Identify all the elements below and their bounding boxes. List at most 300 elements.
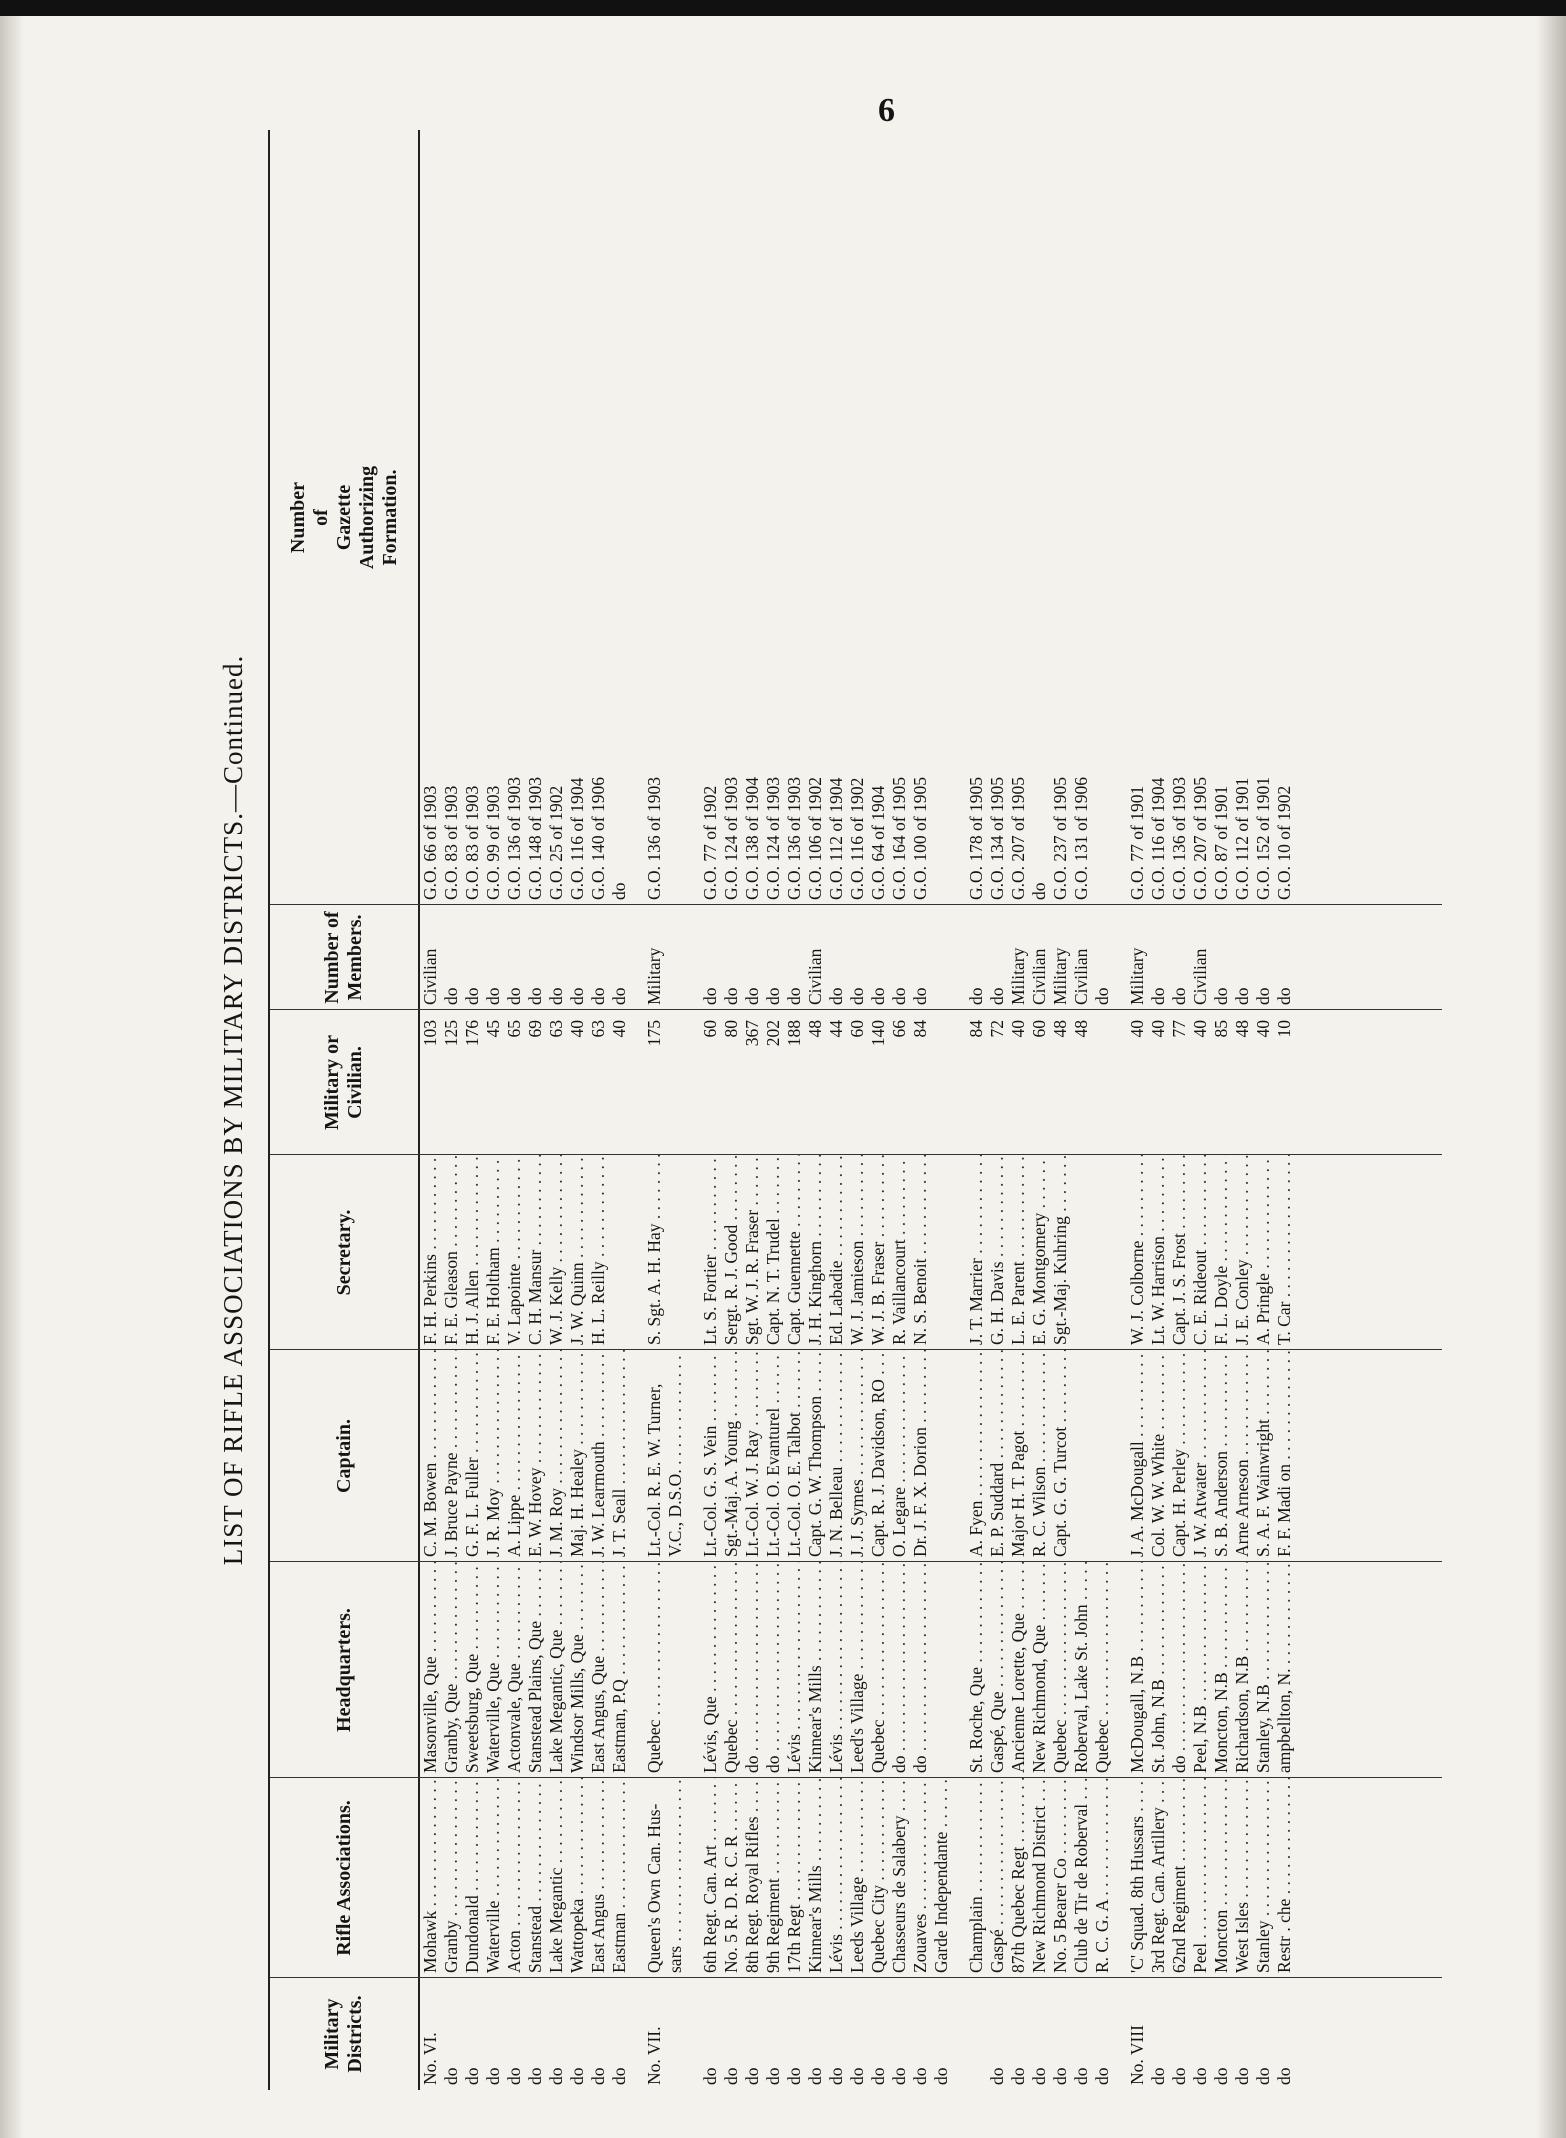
cell-district: do [483, 2067, 503, 2085]
cell-headquarters: Ancienne Lorette, Que . . . [1008, 1562, 1029, 1778]
page-edge-shadow [1536, 0, 1566, 2138]
cell-members: do [763, 987, 783, 1005]
cell-members: Military [1127, 947, 1147, 1005]
cell-gazette: G.O. 116 of 1904 [567, 777, 587, 900]
cell-association: Dundonald . . . [462, 1778, 483, 1978]
cell-military-civilian: 85 [1211, 1020, 1231, 1038]
cell-captain: J. T. Seall . . . [609, 1350, 630, 1562]
row-spacer [1113, 130, 1127, 2090]
cell-district: do [1050, 2067, 1070, 2085]
cell-members: do [966, 987, 986, 1005]
table-row [1050, 130, 1071, 2090]
cell-captain: Capt. G. G. Turcot . . . [1050, 1350, 1071, 1562]
cell-gazette: G.O. 207 of 1905 [1190, 777, 1210, 900]
column-divider [270, 1009, 1442, 1010]
cell-association: Club de Tir de Roberval . . . [1071, 1778, 1092, 1978]
cell-secretary: A. Pringle . . . [1253, 1155, 1274, 1350]
cell-military-civilian: 60 [1029, 1020, 1049, 1038]
cell-military-civilian: 367 [742, 1020, 762, 1047]
cell-secretary: W. J. B. Fraser . . . [868, 1155, 889, 1350]
cell-district [966, 1978, 987, 2090]
cell-district: do [700, 2067, 720, 2085]
cell-captain: Capt. R. J. Davidson, RO . . . [868, 1350, 889, 1562]
header-military-or-civilian: Military or Civilian. [321, 1035, 366, 1130]
cell-military-civilian: 140 [868, 1020, 888, 1047]
cell-gazette: G.O. 131 of 1906 [1071, 777, 1091, 900]
cell-military-civilian: 77 [1169, 1020, 1189, 1038]
cell-secretary [931, 1155, 952, 1350]
cell-headquarters: Masonville, Que . . . [420, 1562, 441, 1778]
cell-headquarters: Eastman, P.Q . . . [609, 1562, 630, 1778]
cell-association: Quebec City . . . [868, 1778, 889, 1978]
cell-association: 17th Regt . . . [784, 1778, 805, 1978]
cell-district: do [931, 2067, 951, 2085]
cell-headquarters: Granby, Que . . . [441, 1562, 462, 1778]
cell-military-civilian: 48 [1071, 1020, 1091, 1038]
cell-captain: G. F. L. Fuller . . . [462, 1350, 483, 1562]
table-row [504, 130, 525, 2090]
cell-secretary: Sergt. R. J. Good . . . [721, 1155, 742, 1350]
cell-district: do [1274, 2067, 1294, 2085]
cell-gazette: G.O. 124 of 1903 [763, 777, 783, 900]
cell-headquarters: Lévis . . . [826, 1562, 847, 1778]
cell-military-civilian: 80 [721, 1020, 741, 1038]
header-captain: Captain. [332, 1419, 355, 1493]
cell-captain: E. P. Suddard . . . [987, 1350, 1008, 1562]
cell-district: No. VII. [644, 2026, 664, 2085]
cell-members: do [483, 987, 503, 1005]
cell-association: Eastman . . . [609, 1778, 630, 1978]
cell-association: Lévis . . . [826, 1778, 847, 1978]
cell-captain: V.C., D.S.O. . . . [665, 1350, 686, 1562]
cell-captain: Lt.-Col. G. S. Vein . . . [700, 1350, 721, 1562]
cell-secretary: Ed. Labadie . . . [826, 1155, 847, 1350]
cell-association: 87th Quebec Regt . . . [1008, 1778, 1029, 1978]
cell-headquarters: do . . . [763, 1562, 784, 1778]
cell-members: do [1274, 987, 1294, 1005]
cell-district: do [1253, 2067, 1273, 2085]
cell-association: 8th Regt. Royal Rifles . . . [742, 1778, 763, 1978]
cell-headquarters: Sweetsburg, Que . . . [462, 1562, 483, 1778]
cell-gazette: G.O. 83 of 1903 [441, 785, 461, 900]
cell-association: No. 5 R. D. R. C. R . . . [721, 1778, 742, 1978]
cell-captain: Maj. H. Healey . . . [567, 1350, 588, 1562]
cell-military-civilian: 72 [987, 1020, 1007, 1038]
cell-secretary: Sgt. W. J. R. Fraser . . . [742, 1155, 763, 1350]
cell-members: Military [1050, 947, 1070, 1005]
table-row [567, 130, 588, 2090]
cell-district: do [721, 2067, 741, 2085]
column-divider [270, 1349, 1442, 1350]
cell-headquarters: Richardson, N.B . . . [1232, 1562, 1253, 1778]
cell-district: do [567, 2067, 587, 2085]
cell-secretary: C. H. Mansur . . . [525, 1155, 546, 1350]
cell-secretary: F. E. Holtham . . . [483, 1155, 504, 1350]
cell-members: do [742, 987, 762, 1005]
table-row [1029, 130, 1050, 2090]
cell-gazette: G.O. 106 of 1902 [805, 777, 825, 900]
table-row [966, 130, 987, 2090]
scan-top-border [0, 0, 1566, 16]
cell-military-civilian: 84 [966, 1020, 986, 1038]
cell-military-civilian: 69 [525, 1020, 545, 1038]
cell-secretary: Lt. W. Harrison . . . [1148, 1155, 1169, 1350]
cell-headquarters: Kinnear's Mills . . . [805, 1562, 826, 1778]
cell-district: do [441, 2067, 461, 2085]
cell-headquarters: Lévis . . . [784, 1562, 805, 1778]
table-row [847, 130, 868, 2090]
cell-members: Civilian [1190, 948, 1210, 1005]
cell-secretary: Capt. J. S. Frost . . . [1169, 1155, 1190, 1350]
cell-headquarters: Quebec . . . [1050, 1562, 1071, 1778]
cell-gazette: G.O. 237 of 1905 [1050, 777, 1070, 900]
cell-secretary: J. T. Marrier . . . [966, 1155, 987, 1350]
cell-military-civilian: 60 [847, 1020, 867, 1038]
cell-district: do [805, 2067, 825, 2085]
cell-members: do [700, 987, 720, 1005]
cell-district: do [1092, 2067, 1112, 2085]
cell-captain: E. W. Hovey . . . [525, 1350, 546, 1562]
cell-military-civilian: 84 [910, 1020, 930, 1038]
cell-secretary: T. Car . . . [1274, 1155, 1295, 1350]
cell-secretary: V. Lapointe . . . [504, 1155, 525, 1350]
cell-association: R. C. G. A . . . [1092, 1778, 1113, 1978]
rifle-associations-table [268, 130, 1442, 2090]
cell-members: do [525, 987, 545, 1005]
cell-association: Lake Megantic . . . [546, 1778, 567, 1978]
cell-secretary [665, 1155, 686, 1350]
cell-headquarters: do . . . [889, 1562, 910, 1778]
cell-military-civilian: 65 [504, 1020, 524, 1038]
cell-captain: C. M. Bowen . . . [420, 1350, 441, 1562]
cell-gazette: G.O. 152 of 1901 [1253, 777, 1273, 900]
cell-gazette: G.O. 116 of 1902 [847, 777, 867, 900]
cell-secretary: Capt. Guennette . . . [784, 1155, 805, 1350]
column-divider [270, 1154, 1442, 1155]
cell-captain: J. A. McDougall . . . [1127, 1350, 1148, 1562]
cell-headquarters: Lake Megantic, Que . . . [546, 1562, 567, 1778]
cell-association: Garde Independante . . . [931, 1778, 952, 1978]
cell-district: do [1029, 2067, 1049, 2085]
cell-secretary: F. L. Doyle . . . [1211, 1155, 1232, 1350]
cell-members [931, 905, 952, 1010]
cell-captain: Lt.-Col. O. E. Talbot . . . [784, 1350, 805, 1562]
column-divider [270, 1977, 1442, 1978]
cell-gazette: G.O. 77 of 1902 [700, 785, 720, 900]
cell-secretary: Capt. N. T. Trudel . . . [763, 1155, 784, 1350]
cell-members: do [868, 987, 888, 1005]
cell-headquarters: Stanley, N.B . . . [1253, 1562, 1274, 1778]
cell-association: 3rd Regt. Can. Artillery . . . [1148, 1778, 1169, 1978]
cell-secretary: F. E. Gleason . . . [441, 1155, 462, 1350]
cell-headquarters: St. John, N.B . . . [1148, 1562, 1169, 1778]
cell-secretary: C. E. Rideout . . . [1190, 1155, 1211, 1350]
table-row [1071, 130, 1092, 2090]
column-divider [270, 904, 1442, 905]
cell-association: Restr . che . . . [1274, 1778, 1295, 1978]
cell-captain: J. W. Learmouth . . . [588, 1350, 609, 1562]
cell-military-civilian: 44 [826, 1020, 846, 1038]
cell-captain: Col. W. W. White . . . [1148, 1350, 1169, 1562]
row-spacer [952, 130, 966, 2090]
cell-headquarters: McDougall, N.B . . . [1127, 1562, 1148, 1778]
cell-military-civilian: 60 [700, 1020, 720, 1038]
cell-captain: S. A. F. Wainwright . . . [1253, 1350, 1274, 1562]
cell-captain: Major H. T. Pagot . . . [1008, 1350, 1029, 1562]
cell-gazette [931, 130, 952, 905]
cell-military-civilian: 40 [1148, 1020, 1168, 1038]
cell-headquarters: do . . . [910, 1562, 931, 1778]
cell-members: do [721, 987, 741, 1005]
cell-headquarters: Actonvale, Que . . . [504, 1562, 525, 1778]
cell-members: Civilian [1071, 948, 1091, 1005]
cell-association: 62nd Regiment . . . [1169, 1778, 1190, 1978]
cell-gazette: do [1029, 882, 1049, 900]
cell-captain: Dr. J. F. X. Dorion . . . [910, 1350, 931, 1562]
table-row [868, 130, 889, 2090]
cell-district [665, 1978, 686, 2090]
cell-secretary [1071, 1155, 1092, 1350]
cell-captain: Capt. H. Perley . . . [1169, 1350, 1190, 1562]
cell-district: do [826, 2067, 846, 2085]
cell-gazette: G.O. 25 of 1902 [546, 785, 566, 900]
cell-district: do [784, 2067, 804, 2085]
cell-captain: Lt.-Col. O. Evanturel . . . [763, 1350, 784, 1562]
cell-secretary: H. J. Allen . . . [462, 1155, 483, 1350]
cell-district: do [847, 2067, 867, 2085]
cell-military-civilian: 175 [644, 1020, 664, 1047]
cell-headquarters: Quebec . . . [644, 1562, 665, 1778]
cell-association: West Isles . . . [1232, 1778, 1253, 1978]
cell-district: do [910, 2067, 930, 2085]
cell-members: do [462, 987, 482, 1005]
cell-headquarters: do . . . [1169, 1562, 1190, 1778]
table-row [1211, 130, 1232, 2090]
cell-association: Queen's Own Can. Hus- [644, 1803, 664, 1973]
cell-members: Civilian [805, 948, 825, 1005]
table-row [1148, 130, 1169, 2090]
cell-association: New Richmond District . . . [1029, 1778, 1050, 1978]
row-spacer [630, 130, 644, 2090]
cell-secretary: G. H. Davis . . . [987, 1155, 1008, 1350]
cell-headquarters: Lévis, Que . . . [700, 1562, 721, 1778]
cell-district: do [868, 2067, 888, 2085]
header-rifle-associations: Rifle Associations. [332, 1800, 355, 1956]
cell-secretary: R. Vaillancourt . . . [889, 1155, 910, 1350]
cell-members: do [1169, 987, 1189, 1005]
cell-district: do [609, 2067, 629, 2085]
cell-gazette: G.O. 66 of 1903 [420, 785, 440, 900]
table-row [1253, 130, 1274, 2090]
cell-district: No. VI. [420, 2032, 440, 2085]
cell-association: No. 5 Bearer Co . . . [1050, 1778, 1071, 1978]
cell-captain: J. R. Moy . . . [483, 1350, 504, 1562]
cell-secretary [609, 1155, 630, 1350]
rotated-table-region [210, 130, 1440, 2090]
cell-association: Granby . . . [441, 1778, 462, 1978]
cell-members: do [987, 987, 1007, 1005]
cell-members: do [1253, 987, 1273, 1005]
cell-gazette: G.O. 100 of 1905 [910, 777, 930, 900]
cell-captain: J. M. Roy . . . [546, 1350, 567, 1562]
cell-headquarters: St. Roche, Que . . . [966, 1562, 987, 1778]
cell-district: do [588, 2067, 608, 2085]
cell-gazette: G.O. 136 of 1903 [504, 777, 524, 900]
cell-gazette: G.O. 124 of 1903 [721, 777, 741, 900]
cell-gazette: G.O. 112 of 1901 [1232, 777, 1252, 900]
table-row [483, 130, 504, 2090]
cell-district: do [1211, 2067, 1231, 2085]
cell-military-civilian [931, 1010, 952, 1155]
cell-headquarters [931, 1562, 952, 1778]
cell-captain: Lt.-Col. W. J. Ray . . . [742, 1350, 763, 1562]
cell-military-civilian: 188 [784, 1020, 804, 1047]
page-edge-shadow [0, 0, 24, 2138]
cell-headquarters: Windsor Mills, Que . . . [567, 1562, 588, 1778]
cell-association: Kinnear's Mills . . . [805, 1778, 826, 1978]
cell-members: Civilian [1029, 948, 1049, 1005]
cell-members: do [1092, 987, 1112, 1005]
cell-members: do [609, 987, 629, 1005]
header-military-districts: Military Districts. [321, 1995, 366, 2073]
table-row [889, 130, 910, 2090]
cell-district: do [462, 2067, 482, 2085]
cell-members: do [1148, 987, 1168, 1005]
cell-headquarters: Gaspé, Que . . . [987, 1562, 1008, 1778]
cell-district: do [525, 2067, 545, 2085]
table-row [1274, 130, 1295, 2090]
cell-gazette: G.O. 116 of 1904 [1148, 777, 1168, 900]
cell-gazette: G.O. 136 of 1903 [1169, 777, 1189, 900]
cell-military-civilian: 48 [1232, 1020, 1252, 1038]
cell-members: do [910, 987, 930, 1005]
cell-association: Stanstead . . . [525, 1778, 546, 1978]
cell-association: Chasseurs de Salabery . . . [889, 1778, 910, 1978]
cell-association: Leeds Village . . . [847, 1778, 868, 1978]
cell-association: Waterville . . . [483, 1778, 504, 1978]
table-row [1008, 130, 1029, 2090]
table-row [721, 130, 742, 2090]
cell-captain: R. C. Wilson . . . [1029, 1350, 1050, 1562]
cell-headquarters: do . . . [742, 1562, 763, 1778]
cell-association: Peel . . . [1190, 1778, 1211, 1978]
cell-members: do [504, 987, 524, 1005]
cell-captain [931, 1350, 952, 1562]
cell-association: Zouaves . . . [910, 1778, 931, 1978]
cell-gazette: G.O. 164 of 1905 [889, 777, 909, 900]
table-row [462, 130, 483, 2090]
table-row [665, 130, 686, 2090]
cell-headquarters: ampbellton, N. . . . [1274, 1562, 1295, 1778]
cell-headquarters: Peel, N.B . . . [1190, 1562, 1211, 1778]
cell-members: do [826, 987, 846, 1005]
table-row [525, 130, 546, 2090]
cell-military-civilian: 66 [889, 1020, 909, 1038]
cell-captain: J. N. Belleau . . . [826, 1350, 847, 1562]
cell-captain: Lt.-Col. R. E. W. Turner, [644, 1383, 664, 1557]
cell-association: Acton . . . [504, 1778, 525, 1978]
table-row [784, 130, 805, 2090]
cell-military-civilian: 176 [462, 1020, 482, 1047]
cell-members: Military [1008, 947, 1028, 1005]
cell-gazette: G.O. 207 of 1905 [1008, 777, 1028, 900]
cell-military-civilian: 48 [805, 1020, 825, 1038]
cell-military-civilian: 40 [1253, 1020, 1273, 1038]
cell-secretary: Sgt.-Maj. Kuhring . . . [1050, 1155, 1071, 1350]
cell-captain: J. Bruce Payne . . . [441, 1350, 462, 1562]
cell-district: do [1190, 2067, 1210, 2085]
cell-captain: Arne Arneson . . . [1232, 1350, 1253, 1562]
cell-members: do [567, 987, 587, 1005]
table-row [420, 130, 441, 2090]
cell-military-civilian: 40 [1127, 1020, 1147, 1038]
cell-gazette: G.O. 134 of 1905 [987, 777, 1007, 900]
cell-secretary: J. E. Conley . . . [1232, 1155, 1253, 1350]
cell-district: do [546, 2067, 566, 2085]
header-number-of-members: Number of Members. [321, 911, 366, 1004]
cell-district: No. VIII [1127, 2025, 1147, 2085]
cell-captain: F. F. Madi on . . . [1274, 1350, 1295, 1562]
cell-headquarters: Quebec . . . [868, 1562, 889, 1778]
cell-gazette: G.O. 112 of 1904 [826, 777, 846, 900]
cell-gazette: do [609, 882, 629, 900]
cell-association: East Angus . . . [588, 1778, 609, 1978]
cell-captain: S. B. Anderson . . . [1211, 1350, 1232, 1562]
cell-military-civilian: 125 [441, 1020, 461, 1047]
cell-members: do [784, 987, 804, 1005]
row-spacer [686, 130, 700, 2090]
header-headquarters: Headquarters. [332, 1608, 355, 1732]
cell-members: do [1232, 987, 1252, 1005]
table-row [441, 130, 462, 2090]
cell-association: Moncton . . . [1211, 1778, 1232, 1978]
cell-gazette: G.O. 10 of 1902 [1274, 785, 1294, 900]
cell-gazette: G.O. 83 of 1903 [462, 785, 482, 900]
cell-association: Gaspé . . . [987, 1778, 1008, 1978]
table-row [588, 130, 609, 2090]
table-row [700, 130, 721, 2090]
cell-captain: O. Legare . . . [889, 1350, 910, 1562]
cell-captain [1071, 1350, 1092, 1562]
table-header [270, 130, 420, 2090]
table-row [931, 130, 952, 2090]
cell-military-civilian [1092, 1010, 1113, 1155]
cell-headquarters: Leed's Village . . . [847, 1562, 868, 1778]
cell-district: do [987, 2067, 1007, 2085]
cell-secretary: S. Sgt. A. H. Hay . . . [644, 1155, 665, 1350]
cell-secretary: H. L. Reilly . . . [588, 1155, 609, 1350]
cell-military-civilian: 63 [546, 1020, 566, 1038]
cell-military-civilian: 40 [567, 1020, 587, 1038]
cell-district: do [504, 2067, 524, 2085]
cell-headquarters: New Richmond, Que . . . [1029, 1562, 1050, 1778]
cell-members: do [847, 987, 867, 1005]
cell-headquarters: East Angus, Que . . . [588, 1562, 609, 1778]
table-row [1232, 130, 1253, 2090]
cell-gazette: G.O. 148 of 1903 [525, 777, 545, 900]
cell-military-civilian: 48 [1050, 1020, 1070, 1038]
document-title: LIST OF RIFLE ASSOCIATIONS BY MILITARY DISTRICTS.—Continued. [218, 654, 248, 1566]
table-body [420, 130, 1295, 2090]
cell-gazette: G.O. 64 of 1904 [868, 785, 888, 900]
table-row [644, 130, 665, 2090]
cell-secretary: Lt. S. Fortier . . . [700, 1155, 721, 1350]
cell-military-civilian: 40 [609, 1020, 629, 1038]
table-row [987, 130, 1008, 2090]
table-row [742, 130, 763, 2090]
cell-district: do [1232, 2067, 1252, 2085]
cell-captain: J. W. Atwater . . . [1190, 1350, 1211, 1562]
